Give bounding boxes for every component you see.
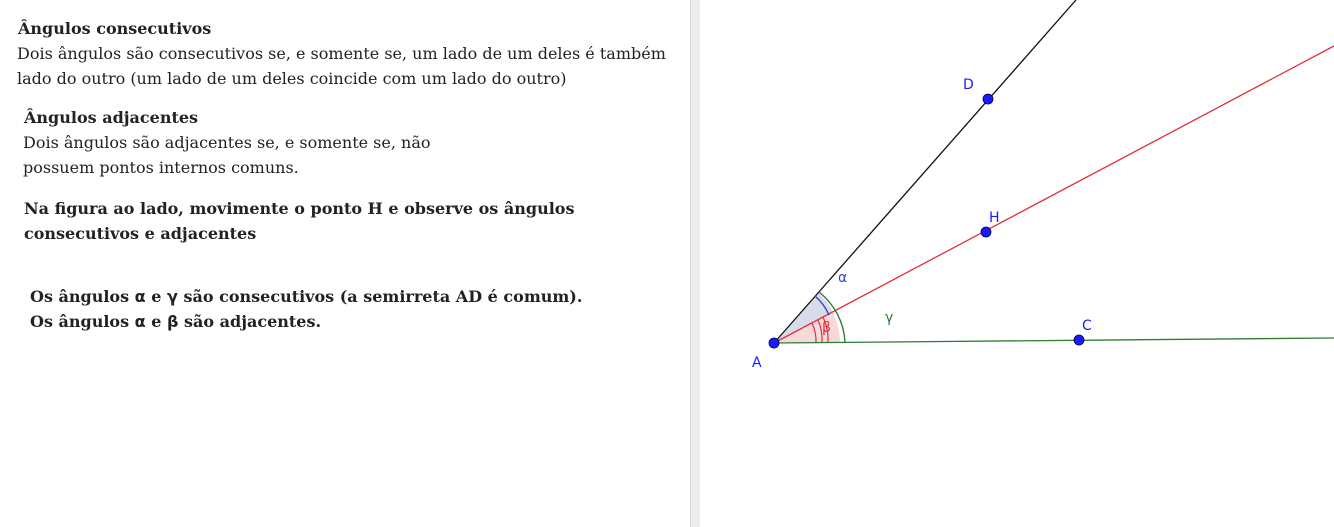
point-A[interactable]: [769, 338, 779, 348]
adjacent-definition-line2: possuem pontos internos comuns.: [23, 158, 299, 177]
adjacent-definition-line1: Dois ângulos são adjacentes se, e somente se, não: [23, 133, 431, 152]
consecutive-definition-line1: Dois ângulos são consecutivos se, e somente se, um lado de um deles é também: [17, 44, 666, 63]
label-alpha: α: [838, 270, 848, 286]
point-H[interactable]: [981, 227, 991, 237]
conclusion-text: e: [145, 287, 167, 306]
instruction-line1: Na figura ao lado, movimente o ponto H e observe os ângulos: [24, 199, 575, 218]
consecutive-heading: Ângulos consecutivos: [18, 19, 212, 38]
adjacent-heading: Ângulos adjacentes: [24, 108, 199, 127]
label-D: D: [963, 77, 974, 93]
gamma-symbol: γ: [167, 287, 178, 306]
label-A: A: [752, 355, 762, 371]
label-beta: β: [822, 320, 831, 336]
conclusion-adjacent: [30, 309, 321, 334]
conclusion-text: e: [145, 312, 167, 331]
conclusion-text: Os ângulos: [30, 287, 135, 306]
panel-divider[interactable]: [690, 0, 700, 527]
consecutive-definition-line2: lado do outro (um lado de um deles coincide com um lado do outro): [17, 69, 567, 88]
label-H: H: [989, 210, 1000, 226]
conclusion-text: são adjacentes.: [178, 312, 322, 331]
alpha-symbol: α: [134, 312, 146, 331]
conclusion-consecutive: [30, 284, 582, 309]
instruction-line2: consecutivos e adjacentes: [24, 224, 257, 243]
conclusion-text: Os ângulos: [30, 312, 135, 331]
label-C: C: [1082, 318, 1092, 334]
point-D[interactable]: [983, 94, 993, 104]
ray-AC[interactable]: [774, 338, 1334, 343]
label-gamma: γ: [885, 310, 894, 326]
point-C[interactable]: [1074, 335, 1084, 345]
beta-symbol: β: [167, 312, 179, 331]
ray-AH[interactable]: [774, 46, 1334, 343]
conclusion-text: são consecutivos (a semirreta AD é comum).: [177, 287, 583, 306]
geometry-canvas[interactable]: [700, 0, 1334, 527]
alpha-symbol: α: [134, 287, 146, 306]
ray-AD[interactable]: [774, 0, 1076, 343]
